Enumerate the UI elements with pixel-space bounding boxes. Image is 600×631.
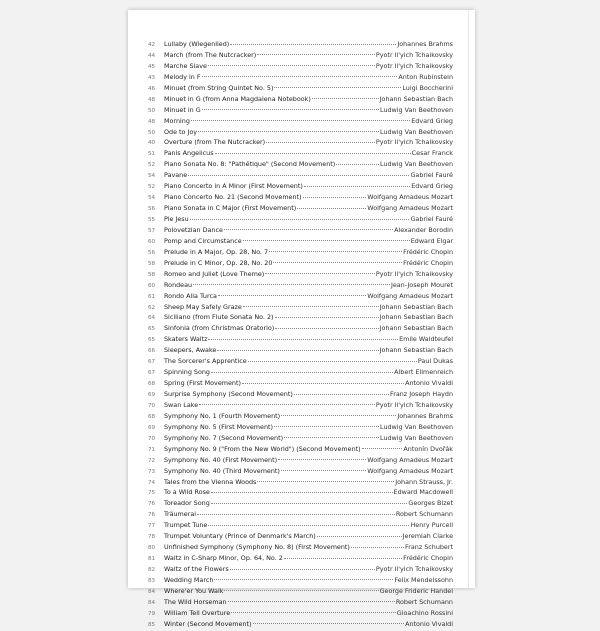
piece-title: The Wild Horseman — [164, 597, 227, 606]
dot-leader — [294, 394, 389, 395]
dot-leader — [304, 186, 410, 187]
toc-entry — [148, 323, 453, 334]
toc-entry — [148, 258, 453, 269]
dot-leader — [228, 601, 395, 602]
toc-entry — [148, 39, 453, 50]
piece-title: Ode to Joy — [164, 127, 198, 136]
piece-title: Spinning Song — [164, 368, 210, 377]
page-number: 70 — [148, 435, 156, 442]
page-number: 50 — [148, 129, 156, 136]
toc-entry — [148, 127, 453, 138]
composer-name: Frédéric Chopin — [403, 554, 453, 563]
composer-name: Cesar Franck — [411, 149, 453, 158]
composer-name: Wolfgang Amadeus Mozart — [367, 466, 453, 475]
dot-leader — [278, 459, 366, 460]
piece-title: Piano Sonata in C Major (First Movement) — [164, 204, 297, 213]
composer-name: Gioachino Rossini — [396, 608, 453, 617]
composer-name: Jeremiah Clarke — [402, 532, 453, 541]
page-number: 83 — [148, 577, 156, 584]
toc-entry — [148, 531, 453, 542]
page-number: 75 — [148, 490, 156, 497]
composer-name: Robert Schumann — [395, 510, 453, 519]
toc-entry — [148, 553, 453, 564]
toc-entry — [148, 564, 453, 575]
dot-leader — [224, 229, 393, 230]
toc-entry — [148, 356, 453, 367]
piece-title: Morning — [164, 116, 190, 125]
composer-name: Antonín Dvořák — [403, 444, 453, 453]
composer-name: Edvard Grieg — [411, 116, 453, 125]
dot-leader — [253, 623, 405, 624]
composer-name: Johann Sebastian Bach — [379, 302, 453, 311]
page-number: 65 — [148, 326, 156, 333]
composer-name: Franz Schubert — [405, 543, 453, 552]
page-number: 70 — [148, 402, 156, 409]
page-number: 84 — [148, 588, 156, 595]
composer-name: Wolfgang Amadeus Mozart — [367, 291, 453, 300]
dot-leader — [297, 208, 366, 209]
composer-name: Henry Purcell — [410, 521, 453, 530]
dot-leader — [199, 404, 375, 405]
piece-title: Waltz in C-Sharp Minor, Op. 64, No. 2 — [164, 554, 283, 563]
toc-entry — [148, 83, 453, 94]
dot-leader — [265, 273, 375, 274]
composer-name: George Frideric Handel — [379, 586, 453, 595]
composer-name: Johann Strauss, Jr. — [395, 477, 453, 486]
page-number: 80 — [148, 545, 156, 552]
piece-title: Pie Jesu — [164, 215, 189, 223]
dot-leader — [230, 569, 375, 570]
dot-leader — [218, 295, 366, 296]
toc-entry — [148, 181, 453, 192]
toc-entry — [148, 455, 453, 466]
piece-title: Sheep May Safely Graze — [164, 302, 242, 311]
dot-leader — [336, 164, 379, 165]
composer-name: Georges Bizet — [408, 499, 453, 508]
page-number: 43 — [148, 74, 156, 81]
composer-name: Pyotr Il'yich Tchaikovsky — [375, 565, 453, 573]
piece-title: Piano Concerto No. 21 (Second Movement) — [164, 193, 302, 202]
page-number: 50 — [148, 107, 156, 114]
composer-name: Frédéric Chopin — [403, 247, 453, 256]
composer-name: Edward Elgar — [410, 236, 453, 245]
composer-name: Franz Joseph Haydn — [390, 390, 453, 398]
dot-leader — [284, 558, 402, 559]
piece-title: Waltz of the Flowers — [164, 565, 229, 573]
page-number: 48 — [148, 118, 156, 125]
page-number: 77 — [148, 523, 156, 530]
toc-entry — [148, 542, 453, 553]
toc-entry — [148, 411, 453, 422]
page-number: 56 — [148, 206, 156, 213]
dot-leader — [281, 415, 396, 416]
toc-entry — [148, 575, 453, 586]
toc-entry — [148, 378, 453, 389]
piece-title: The Sorcerer's Apprentice — [164, 357, 247, 366]
dot-leader — [274, 87, 401, 88]
composer-name: Johann Sebastian Bach — [379, 313, 453, 322]
piece-title: Sleepers, Awake — [164, 346, 217, 355]
dot-leader — [191, 120, 410, 121]
piece-title: Winter (Second Movement) — [164, 619, 252, 628]
toc-entry — [148, 214, 453, 225]
dot-leader — [362, 448, 403, 449]
composer-name: Frédéric Chopin — [403, 258, 453, 267]
page-number: 72 — [148, 457, 156, 464]
table-of-contents — [148, 39, 453, 630]
page-number: 74 — [148, 479, 156, 486]
page-number: 56 — [148, 249, 156, 256]
page-number: 46 — [148, 85, 156, 92]
piece-title: Symphony No. 5 (First Movement) — [164, 422, 273, 431]
piece-title: Piano Sonata No. 8: "Pathétique" (Second Movement) — [164, 160, 336, 169]
page-number: 67 — [148, 359, 156, 366]
piece-title: Symphony No. 40 (First Movement) — [164, 455, 278, 464]
page-number: 71 — [148, 446, 156, 453]
piece-title: William Tell Overture — [164, 608, 231, 617]
composer-name: Ludwig Van Beethoven — [380, 105, 453, 114]
composer-name: Gabriel Fauré — [410, 171, 453, 180]
dot-leader — [190, 219, 410, 220]
dot-leader — [208, 525, 409, 526]
toc-entry — [148, 520, 453, 531]
toc-entry — [148, 61, 453, 72]
dot-leader — [303, 197, 367, 198]
page-number: 64 — [148, 315, 156, 322]
toc-entry — [148, 72, 453, 83]
dot-leader — [202, 76, 398, 77]
page-number: 48 — [148, 96, 156, 103]
page-number: 40 — [148, 140, 156, 147]
dot-leader — [215, 153, 411, 154]
page-number: 57 — [148, 227, 156, 234]
piece-title: Piano Concerto in A Minor (First Movement) — [164, 182, 303, 191]
piece-title: Prelude in C Minor, Op. 28, No. 20 — [164, 258, 273, 267]
piece-title: Rondeau — [164, 280, 193, 289]
page-number: 60 — [148, 282, 156, 289]
composer-name: Ludwig Van Beethoven — [380, 433, 453, 442]
page-number: 65 — [148, 337, 156, 344]
dot-leader — [231, 612, 396, 613]
piece-title: Trumpet Tune — [164, 521, 208, 530]
composer-name: Paul Dukas — [417, 357, 453, 366]
piece-title: Symphony No. 40 (Third Movement) — [164, 466, 280, 475]
page-number: 79 — [148, 610, 156, 617]
composer-name: Felix Mendelssohn — [394, 575, 453, 584]
piece-title: Spring (First Movement) — [164, 379, 241, 388]
piece-title: Melody in F — [164, 72, 201, 81]
page-number: 82 — [148, 567, 156, 573]
piece-title: Siciliano (from Flute Sonata No. 2) — [164, 313, 274, 322]
dot-leader — [211, 503, 408, 504]
page-number: 76 — [148, 501, 156, 508]
page-number: 68 — [148, 381, 156, 388]
dot-leader — [197, 514, 395, 515]
page-number: 69 — [148, 392, 156, 398]
dot-leader — [208, 339, 398, 340]
book-page — [128, 10, 475, 628]
composer-name: Edvard Grieg — [411, 182, 453, 191]
piece-title: Minuet in G (from Anna Magdalena Notebook) — [164, 94, 311, 103]
composer-name: Ludwig Van Beethoven — [380, 422, 453, 431]
toc-entry — [148, 367, 453, 378]
composer-name: Johannes Brahms — [397, 40, 453, 48]
piece-title: Overture (from The Nutcracker) — [164, 138, 266, 147]
toc-entry — [148, 236, 453, 247]
toc-entry — [148, 444, 453, 455]
dot-leader — [217, 350, 378, 351]
piece-title: Tales from the Vienna Woods — [164, 477, 257, 486]
dot-leader — [193, 284, 390, 285]
page-number: 60 — [148, 238, 156, 245]
dot-leader — [248, 361, 417, 362]
piece-title: Minuet (from String Quintet No. 5) — [164, 83, 274, 92]
composer-name: Robert Schumann — [395, 597, 453, 606]
toc-entry — [148, 345, 453, 356]
dot-leader — [269, 251, 402, 252]
composer-name: Jean-Joseph Mouret — [390, 280, 453, 289]
composer-name: Edward Macdowell — [393, 488, 453, 497]
page-number: 45 — [148, 63, 156, 70]
page-number: 73 — [148, 468, 156, 475]
page-number: 55 — [148, 217, 156, 223]
piece-title: Polovetzian Dance — [164, 225, 223, 234]
page-number: 76 — [148, 512, 156, 519]
dot-leader — [208, 65, 375, 66]
dot-leader — [274, 426, 379, 427]
toc-entry — [148, 487, 453, 498]
composer-name: Emile Waldteufel — [399, 335, 453, 344]
composer-name: Albert Ellmenreich — [394, 368, 453, 377]
piece-title: Minuet in G — [164, 105, 201, 114]
toc-entry — [148, 137, 453, 148]
piece-title: Lullaby (Wiegenlied) — [164, 40, 230, 48]
piece-title: Pomp and Circumstance — [164, 236, 242, 245]
composer-name: Wolfgang Amadeus Mozart — [367, 193, 453, 202]
toc-entry — [148, 105, 453, 116]
page-number: 54 — [148, 173, 156, 180]
piece-title: Wedding March — [164, 575, 214, 584]
toc-entry — [148, 94, 453, 105]
piece-title: Where'er You Walk — [164, 586, 224, 595]
piece-title: Sinfonia (from Christmas Oratorio) — [164, 324, 275, 333]
toc-entry — [148, 302, 453, 313]
toc-entry — [148, 422, 453, 433]
page-number: 85 — [148, 621, 156, 628]
page-number: 62 — [148, 304, 156, 311]
toc-entry — [148, 509, 453, 520]
composer-name: Pyotr Il'yich Tchaikovsky — [375, 138, 453, 147]
page-number: 52 — [148, 184, 156, 191]
page-number: 51 — [148, 151, 156, 158]
toc-entry — [148, 269, 453, 280]
page-number: 54 — [148, 195, 156, 202]
page-number: 42 — [148, 42, 156, 48]
dot-leader — [266, 142, 375, 143]
page-number: 69 — [148, 424, 156, 431]
toc-entry — [148, 170, 453, 181]
composer-name: Johann Sebastian Bach — [379, 346, 453, 355]
page-number: 44 — [148, 52, 156, 59]
composer-name: Ludwig Van Beethoven — [380, 127, 453, 136]
dot-leader — [188, 175, 409, 176]
toc-entry — [148, 203, 453, 214]
composer-name: Anton Rubinstein — [398, 72, 453, 81]
piece-title: Symphony No. 7 (Second Movement) — [164, 433, 284, 442]
piece-title: To a Wild Rose — [164, 488, 210, 497]
dot-leader — [317, 536, 402, 537]
composer-name: Wolfgang Amadeus Mozart — [367, 204, 453, 213]
dot-leader — [273, 262, 402, 263]
dot-leader — [275, 328, 378, 329]
page-number: 81 — [148, 556, 156, 563]
piece-title: Marche Slave — [164, 61, 207, 70]
piece-title: Unfinished Symphony (Symphony No. 8) (First Movement) — [164, 543, 350, 552]
dot-leader — [242, 383, 404, 384]
piece-title: Pavane — [164, 171, 188, 180]
page-number: 68 — [148, 413, 156, 420]
toc-entry — [148, 291, 453, 302]
toc-entry — [148, 477, 453, 488]
composer-name: Gabriel Fauré — [410, 215, 453, 223]
dot-leader — [257, 481, 394, 482]
composer-name: Pyotr Il'yich Tchaikovsky — [375, 50, 453, 59]
piece-title: Träumerai — [164, 510, 197, 519]
page-number: 78 — [148, 534, 156, 541]
page-number: 58 — [148, 271, 156, 278]
toc-entry — [148, 608, 453, 619]
dot-leader — [243, 240, 410, 241]
composer-name: Antonio Vivaldi — [405, 619, 453, 628]
page-number: 52 — [148, 162, 156, 169]
piece-title: Rondo Alla Turca — [164, 291, 217, 300]
composer-name: Pyotr Il'yich Tchaikovsky — [375, 269, 453, 278]
toc-entry — [148, 116, 453, 127]
page-number: 61 — [148, 293, 156, 300]
toc-entry — [148, 50, 453, 61]
toc-entry — [148, 619, 453, 630]
composer-name: Wolfgang Amadeus Mozart — [367, 455, 453, 464]
piece-title: Symphony No. 1 (Fourth Movement) — [164, 411, 281, 420]
piece-title: Symphony No. 9 ("From the New World") (Second Movement) — [164, 444, 361, 453]
toc-entry — [148, 247, 453, 258]
dot-leader — [198, 131, 379, 132]
dot-leader — [351, 547, 404, 548]
dot-leader — [257, 54, 375, 55]
toc-entry — [148, 389, 453, 400]
page-number: 67 — [148, 370, 156, 377]
dot-leader — [230, 44, 396, 45]
dot-leader — [214, 579, 393, 580]
composer-name: Luigi Boccherini — [402, 83, 453, 92]
piece-title: Skaters Waltz — [164, 335, 208, 344]
toc-entry — [148, 466, 453, 477]
dot-leader — [224, 590, 378, 591]
toc-entry — [148, 280, 453, 291]
composer-name: Pyotr Il'yich Tchaikovsky — [375, 400, 453, 409]
dot-leader — [211, 492, 393, 493]
dot-leader — [211, 372, 393, 373]
toc-entry — [148, 148, 453, 159]
toc-entry — [148, 597, 453, 608]
dot-leader — [281, 470, 366, 471]
dot-leader — [312, 98, 379, 99]
composer-name: Johannes Brahms — [397, 411, 453, 420]
piece-title: Surprise Symphony (Second Movement) — [164, 390, 293, 398]
page-number: 58 — [148, 260, 156, 267]
page-number: 84 — [148, 599, 156, 606]
toc-entry — [148, 586, 453, 597]
toc-entry — [148, 159, 453, 170]
toc-entry — [148, 498, 453, 509]
page-number: 66 — [148, 348, 156, 355]
piece-title: Trumpet Voluntary (Prince of Denmark's March) — [164, 532, 316, 541]
dot-leader — [202, 109, 379, 110]
piece-title: Swan Lake — [164, 400, 199, 409]
piece-title: Prelude in A Major, Op. 28, No. 7 — [164, 247, 269, 256]
page-edge — [468, 10, 469, 588]
toc-entry — [148, 334, 453, 345]
piece-title: Romeo and Juliet (Love Theme) — [164, 269, 265, 278]
toc-entry — [148, 225, 453, 236]
dot-leader — [284, 437, 379, 438]
piece-title: March (from The Nutcracker) — [164, 50, 257, 59]
composer-name: Pyotr Il'yich Tchaikovsky — [375, 61, 453, 70]
toc-entry — [148, 192, 453, 203]
composer-name: Alexander Borodin — [394, 225, 453, 234]
toc-entry — [148, 433, 453, 444]
piece-title: Toreador Song — [164, 499, 210, 508]
toc-entry — [148, 312, 453, 323]
composer-name: Johann Sebastian Bach — [379, 94, 453, 103]
dot-leader — [275, 317, 379, 318]
composer-name: Johann Sebastian Bach — [379, 324, 453, 333]
composer-name: Ludwig Van Beethoven — [380, 160, 453, 169]
piece-title: Panis Angelicus — [164, 149, 214, 158]
toc-entry — [148, 400, 453, 411]
composer-name: Antonio Vivaldi — [405, 379, 453, 388]
dot-leader — [243, 306, 379, 307]
